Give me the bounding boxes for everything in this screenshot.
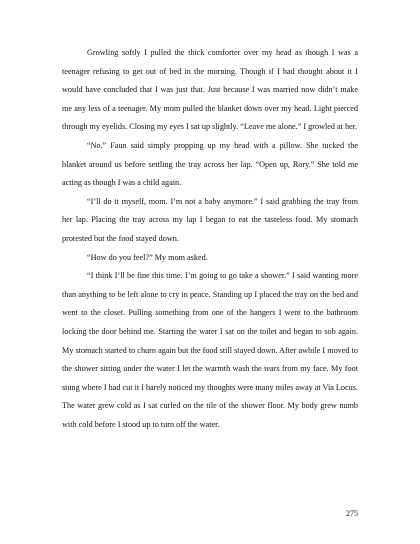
body-text bbox=[62, 44, 358, 434]
paragraph: “No.” Faun said simply propping up my head with a pillow. She tucked the blanket around us before settling the tray across her lap. “Open up, Rory.” She told me acting as though I was a child again. bbox=[62, 140, 358, 188]
paragraph: “I’ll do it myself, mom. I’m not a baby anymore.” I said grabbing the tray from her lap. Placing the tray across my lap I began to eat the tasteless food. My stomach protested but the food stayed down. bbox=[62, 196, 358, 243]
paragraph: “I think I’ll be fine this time. I’m going to go take a shower.” I said wanting more than anything to be left alone to cry in peace. Standing up I placed the tray on the bed and went to the closet. Pulling something from one of the hangers I went to the bathroom locking the door behind me. Starting the water I sat on the toilet and began to sob again. My stomach started to churn again but the food still stayed down. After awhile I moved to the shower sitting under the water I let the warmth wash the tears from my face. My foot stung where I had cut it I barely noticed my thoughts were many miles away at Via Locus. The water grew cold as I sat curled on the tile of the shower floor. My body grew numb with cold before I stood up to turn off the water. bbox=[62, 271, 358, 429]
paragraph: Growling softly I pulled the thick comforter over my head as though I was a teenager refusing to get out of bed in the morning. Though if I had thought about it I would have concluded that I was just that. Just because I was married now didn’t make me any less of a teenager. My mom pulled the blanket down over my head. Light pierced through my eyelids. Closing my eyes I sat up slightly. “Leave me alone.” I growled at her. bbox=[62, 48, 358, 132]
page-number: 275 bbox=[346, 509, 358, 518]
paragraph: “How do you feel?” My mom asked. bbox=[87, 252, 208, 262]
